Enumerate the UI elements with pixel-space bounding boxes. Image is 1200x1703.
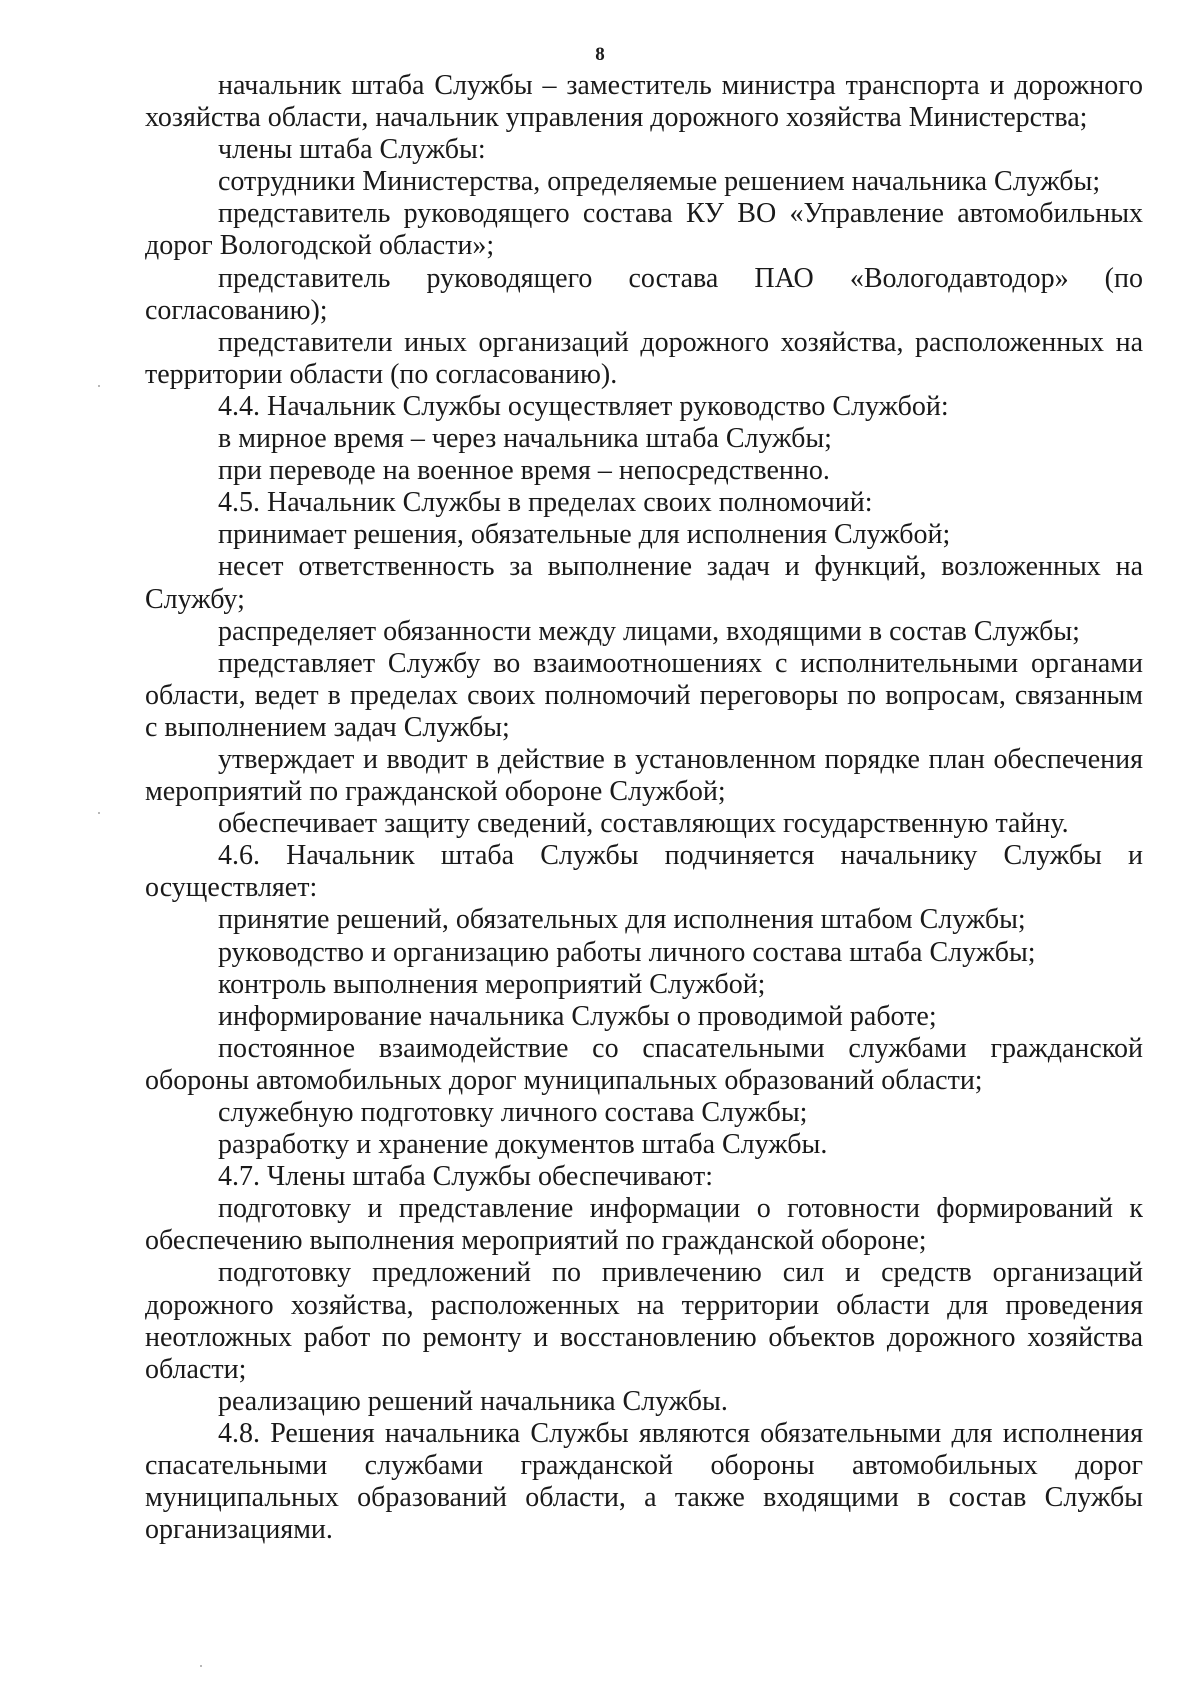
section-heading-4-4: 4.4. Начальник Службы осуществляет руководство Службой:	[218, 390, 949, 422]
section-heading-4-8: 4.8. Решения начальника Службы являются обязательными для исполнения спасательными службами гражданской обороны автомобильных дорог муниципальных образований области, а также входящими в состав Службы организациями.	[145, 1417, 1143, 1546]
page-number: 8	[595, 44, 605, 65]
document-body	[145, 70, 1143, 1546]
section-heading-4-6: 4.6. Начальник штаба Службы подчиняется начальнику Службы и осуществляет:	[145, 840, 1143, 904]
paragraph: служебную подготовку личного состава Службы;	[218, 1097, 808, 1128]
paragraph: принятие решений, обязательных для исполнения штабом Службы;	[218, 904, 1026, 936]
paragraph: несет ответственность за выполнение задач и функций, возложенных на Службу;	[145, 551, 1143, 615]
section-heading-4-5: 4.5. Начальник Службы в пределах своих полномочий:	[218, 487, 873, 519]
paragraph: в мирное время – через начальника штаба Службы;	[218, 423, 832, 455]
margin-mark	[98, 385, 100, 387]
paragraph: при переводе на военное время – непосредственно.	[218, 455, 830, 487]
paragraph: сотрудники Министерства, определяемые решением начальника Службы;	[218, 166, 1101, 198]
paragraph: распределяет обязанности между лицами, входящими в состав Службы;	[218, 615, 1080, 647]
margin-mark	[98, 812, 100, 814]
paragraph: информирование начальника Службы о проводимой работе;	[218, 1000, 937, 1032]
paragraph: подготовку предложений по привлечению сил и средств организаций дорожного хозяйства, расположенных на территории области для проведения неотложных работ по ремонту и восстановлению объектов дорожного хозяйства области;	[145, 1257, 1143, 1385]
paragraph: контроль выполнения мероприятий Службой;	[218, 968, 766, 1000]
paragraph: реализацию решений начальника Службы.	[218, 1385, 728, 1417]
paragraph: представитель руководящего состава ПАО «Вологодавтодор» (по согласованию);	[145, 262, 1143, 326]
paragraph: представляет Службу во взаимоотношениях с исполнительными органами области, ведет в пределах своих полномочий переговоры по вопросам, связанным с выполнением задач Службы;	[145, 647, 1143, 743]
paragraph: утверждает и вводит в действие в установленном порядке план обеспечения мероприятий по гражданской обороне Службой;	[145, 743, 1143, 808]
paragraph: начальник штаба Службы – заместитель министра транспорта и дорожного хозяйства области, начальник управления дорожного хозяйства Министерства;	[145, 70, 1143, 134]
paragraph: подготовку и представление информации о готовности формирований к обеспечению выполнения мероприятий по гражданской обороне;	[145, 1193, 1143, 1257]
paragraph: постоянное взаимодействие со спасательными службами гражданской обороны автомобильных дорог муниципальных образований области;	[145, 1032, 1143, 1096]
paragraph: принимает решения, обязательные для исполнения Службой;	[218, 519, 951, 551]
paragraph: представители иных организаций дорожного хозяйства, расположенных на территории области (по согласованию).	[145, 326, 1143, 390]
paragraph: члены штаба Службы:	[218, 134, 486, 166]
section-heading-4-7: 4.7. Члены штаба Службы обеспечивают:	[218, 1161, 714, 1193]
margin-mark	[200, 1665, 202, 1667]
paragraph: руководство и организацию работы личного состава штаба Службы;	[218, 936, 1036, 968]
paragraph: разработку и хранение документов штаба Службы.	[218, 1129, 828, 1161]
paragraph: представитель руководящего состава КУ ВО «Управление автомобильных дорог Вологодской области»;	[145, 198, 1143, 262]
paragraph: обеспечивает защиту сведений, составляющих государственную тайну.	[218, 808, 1069, 840]
